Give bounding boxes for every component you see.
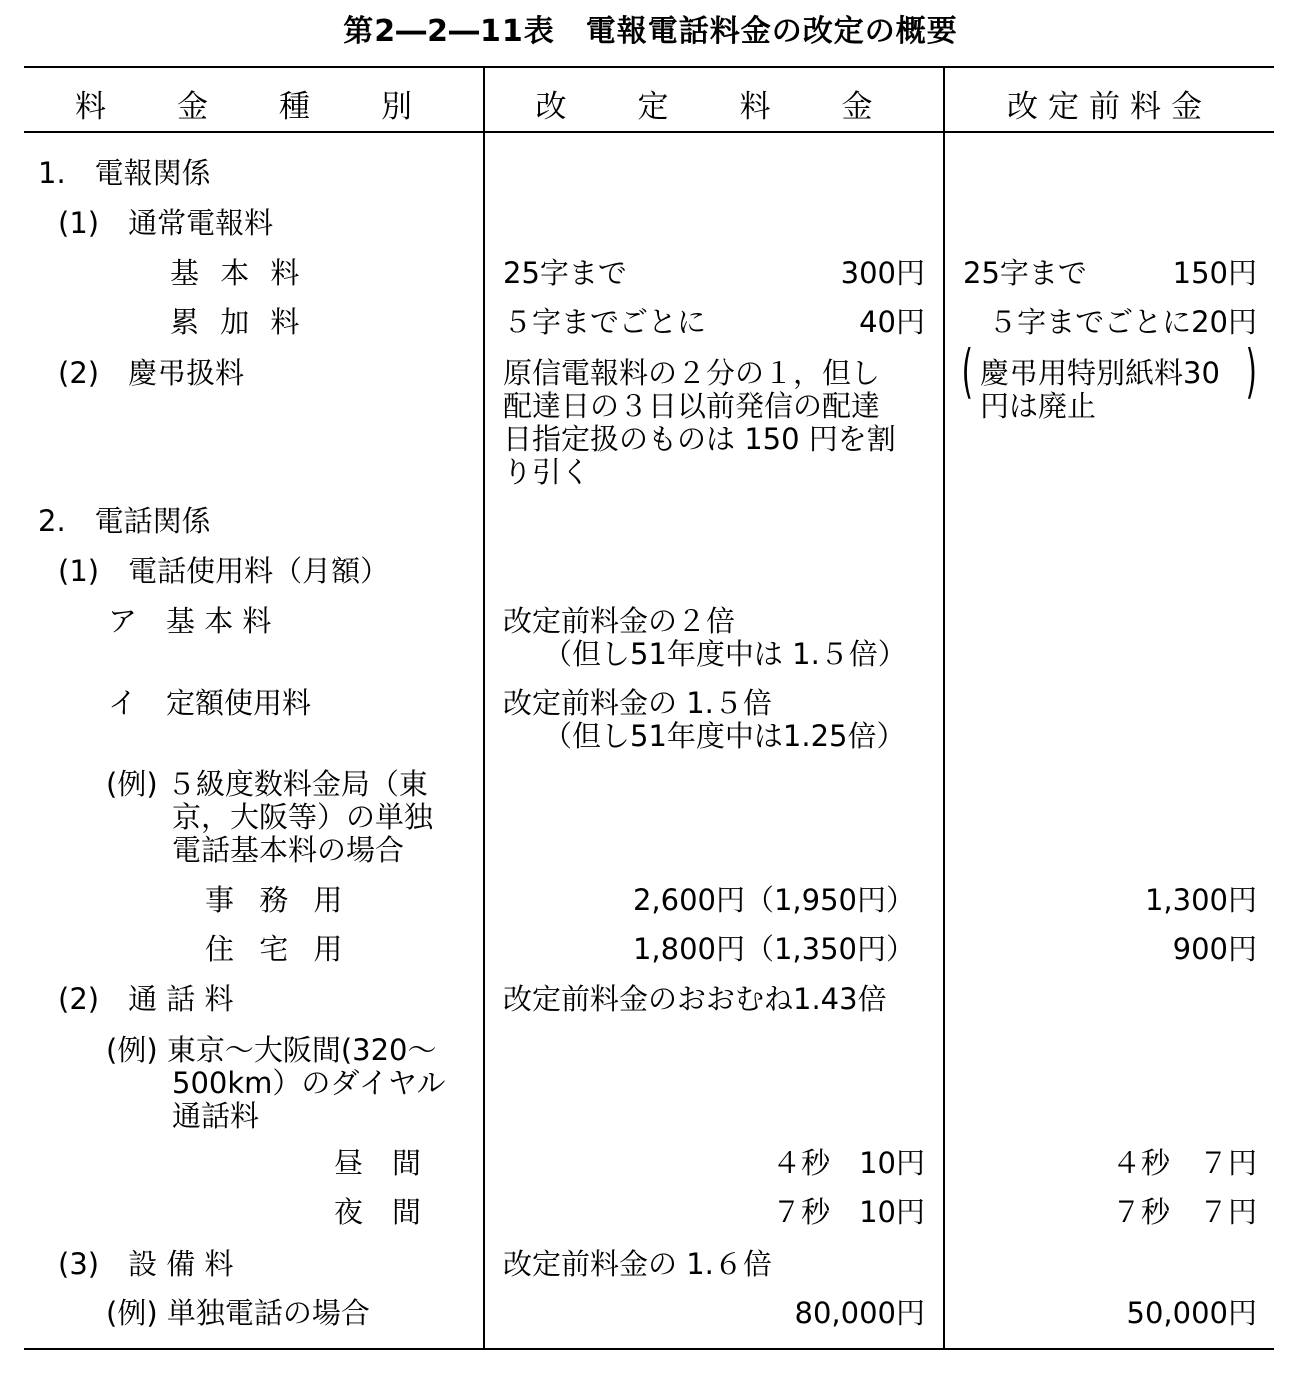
section-telephone: 2. 電話関係 [38, 504, 211, 538]
congratulatory-new-line3: 日指定扱のものは 150 円を割 [503, 422, 896, 456]
basic-fee-old-label: 25字まで [963, 256, 1087, 290]
basic-fee-new-value: 300円 [840, 256, 925, 290]
additional-fee-old: ５字までごとに20円 [988, 305, 1257, 339]
example-tokyo-osaka-line2: 500km）のダイヤル [172, 1066, 446, 1100]
example-tokyo-osaka-line3: 通話料 [172, 1099, 260, 1133]
row-call-charge: (2) 通 話 料 [58, 982, 234, 1016]
example-single-phone: (例) 単独電話の場合 [106, 1296, 370, 1330]
header-new-rate: 改 定 料 金 [535, 88, 893, 125]
example-grade5-line2: 京，大阪等）の単独 [172, 800, 434, 834]
example-tokyo-osaka-line1: (例) 東京～大阪間(320～ [106, 1033, 437, 1067]
example-grade5-line3: 電話基本料の場合 [172, 833, 405, 867]
phone-basic-new-line2: （但し51年度中は 1.５倍） [543, 637, 907, 671]
nighttime-old: ７秒 ７円 [1111, 1195, 1257, 1229]
row-basic-fee: 基 本 料 [170, 256, 306, 290]
top-rule [24, 66, 1274, 68]
office-use-new: 2,600円（1,950円） [632, 883, 915, 917]
single-phone-old: 50,000円 [1126, 1296, 1257, 1330]
daytime-new: ４秒 10円 [772, 1146, 925, 1180]
header-rule [24, 131, 1274, 133]
equipment-fee-new: 改定前料金の 1.６倍 [503, 1247, 772, 1281]
congratulatory-new-line4: り引く [503, 455, 591, 489]
phone-basic-new-line1: 改定前料金の２倍 [503, 604, 736, 638]
example-grade5-line1: (例) ５級度数料金局（東 [106, 767, 428, 801]
residential-use-old: 900円 [1172, 932, 1257, 966]
daytime-old: ４秒 ７円 [1111, 1146, 1257, 1180]
basic-fee-old-value: 150円 [1172, 256, 1257, 290]
congratulatory-new-line1: 原信電報料の２分の１，但し [503, 356, 881, 390]
row-nighttime: 夜 間 [334, 1195, 422, 1229]
additional-fee-new-value: 40円 [859, 305, 925, 339]
flat-rate-new-line2: （但し51年度中は1.25倍） [543, 719, 906, 753]
bottom-rule [24, 1348, 1274, 1350]
row-residential-use: 住 宅 用 [205, 932, 351, 966]
old-note-close-paren: ) [1245, 337, 1257, 405]
basic-fee-new-label: 25字まで [503, 256, 627, 290]
header-old-rate: 改定前料金 [1007, 88, 1212, 125]
congratulatory-old-line1: 慶弔用特別紙料30 [980, 356, 1220, 390]
call-charge-new: 改定前料金のおおむね1.43倍 [503, 982, 887, 1016]
office-use-old: 1,300円 [1144, 883, 1257, 917]
column-divider-1 [483, 66, 485, 1350]
row-phone-basic: ア 基 本 料 [108, 604, 272, 638]
congratulatory-old-line2: 円は廃止 [980, 389, 1097, 423]
old-note-open-paren: ( [961, 337, 973, 405]
residential-use-new: 1,800円（1,350円） [632, 932, 915, 966]
row-equipment-fee: (3) 設 備 料 [58, 1247, 234, 1281]
row-additional-fee: 累 加 料 [170, 305, 306, 339]
row-phone-usage: (1) 電話使用料（月額） [58, 554, 390, 588]
flat-rate-new-line1: 改定前料金の 1.５倍 [503, 686, 772, 720]
table-title: 第2―2―11表 電報電話料金の改定の概要 [343, 14, 958, 49]
row-congratulatory-condolence: (2) 慶弔扱料 [58, 356, 245, 390]
single-phone-new: 80,000円 [794, 1296, 925, 1330]
row-office-use: 事 務 用 [205, 883, 351, 917]
congratulatory-new-line2: 配達日の３日以前発信の配達 [503, 389, 881, 423]
row-normal-telegram: (1) 通常電報料 [58, 206, 274, 240]
additional-fee-new-label: ５字までごとに [503, 305, 707, 339]
nighttime-new: ７秒 10円 [772, 1195, 925, 1229]
row-daytime: 昼 間 [334, 1146, 422, 1180]
column-divider-2 [943, 66, 945, 1350]
header-type: 料 金 種 別 [75, 88, 432, 125]
row-flat-rate: イ 定額使用料 [108, 686, 312, 720]
section-telegraph: 1. 電報関係 [38, 156, 211, 190]
